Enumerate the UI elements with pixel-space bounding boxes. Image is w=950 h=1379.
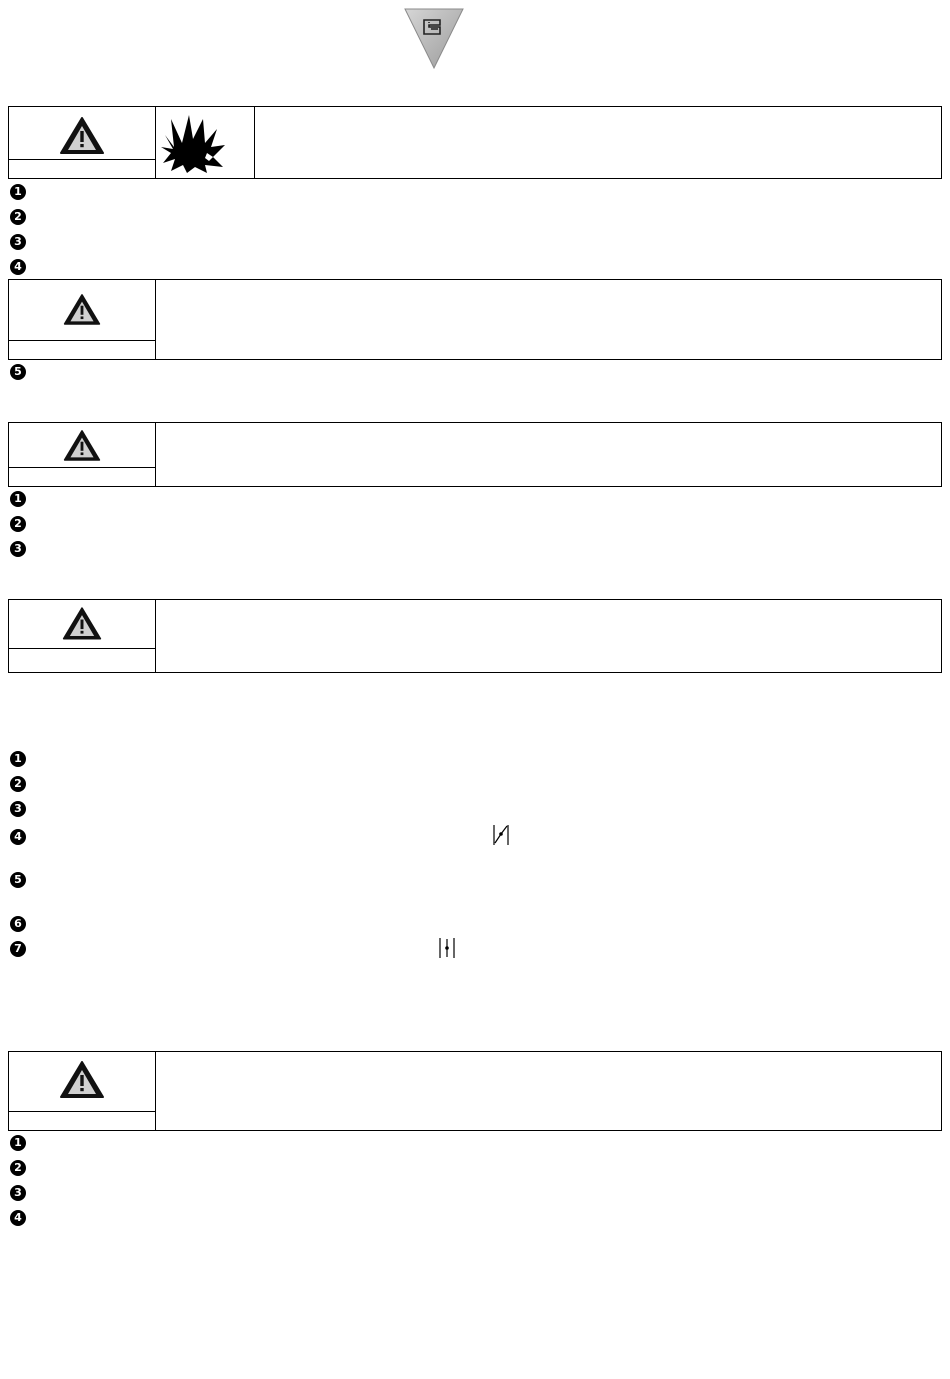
warning-box-3 xyxy=(8,422,942,487)
straight-stitch-icon xyxy=(437,936,457,960)
warning-box-4 xyxy=(8,599,942,673)
warning-icon-cell xyxy=(9,1052,156,1130)
warning-icon-cell xyxy=(9,423,156,486)
step-marker: 4 xyxy=(10,1210,26,1226)
explosion-icon-cell xyxy=(156,107,255,178)
zigzag-stitch-icon xyxy=(491,823,511,847)
step-marker: 4 xyxy=(10,829,26,845)
warning-icon-cell xyxy=(9,600,156,672)
warning-box-5 xyxy=(8,1051,942,1131)
step-marker: 3 xyxy=(10,541,26,557)
step-marker: 1 xyxy=(10,751,26,767)
step-marker: 3 xyxy=(10,801,26,817)
warning-box-2 xyxy=(8,279,942,360)
step-marker: 1 xyxy=(10,184,26,200)
step-marker: 3 xyxy=(10,234,26,250)
step-marker: 1 xyxy=(10,491,26,507)
step-marker: 7 xyxy=(10,941,26,957)
step-marker: 2 xyxy=(10,776,26,792)
warning-triangle-icon xyxy=(62,605,102,641)
step-marker: 3 xyxy=(10,1185,26,1201)
warning-triangle-icon xyxy=(63,292,101,326)
sewing-machine-header-icon xyxy=(403,6,465,70)
step-marker: 2 xyxy=(10,1160,26,1176)
warning-triangle-icon xyxy=(63,428,101,462)
step-marker: 1 xyxy=(10,1135,26,1151)
step-marker: 2 xyxy=(10,516,26,532)
warning-icon-cell xyxy=(9,280,156,359)
step-marker: 2 xyxy=(10,209,26,225)
explosion-icon xyxy=(161,113,227,173)
step-marker: 4 xyxy=(10,259,26,275)
warning-triangle-icon xyxy=(59,1059,105,1099)
warning-triangle-icon xyxy=(59,115,105,155)
warning-box-1 xyxy=(8,106,942,179)
step-marker: 6 xyxy=(10,916,26,932)
warning-icon-cell xyxy=(9,107,156,178)
step-marker: 5 xyxy=(10,364,26,380)
step-marker: 5 xyxy=(10,872,26,888)
